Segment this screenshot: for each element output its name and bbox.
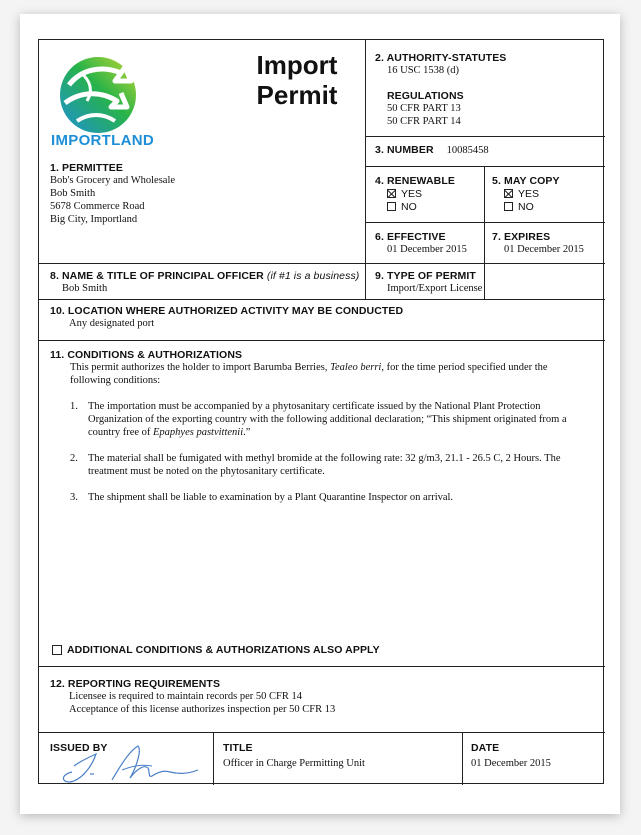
- reporting-section: [50, 678, 590, 716]
- permittee-line: Bob Smith: [50, 188, 96, 199]
- number-label: 3. NUMBER: [375, 144, 434, 156]
- conditions-list: [50, 400, 590, 504]
- number-value: 10085458: [446, 145, 489, 156]
- may-copy-yes-checkbox[interactable]: [504, 189, 513, 198]
- may-copy-no-checkbox[interactable]: [504, 202, 513, 211]
- document-title: [237, 50, 357, 120]
- effective-label: 6. EFFECTIVE: [375, 231, 446, 243]
- may-copy-no-option[interactable]: [492, 200, 597, 213]
- officer-note: (if #1 is a business): [266, 270, 360, 282]
- expires-label: 7. EXPIRES: [492, 231, 551, 243]
- authority-section: [375, 52, 595, 128]
- regulation-value: 50 CFR PART 13: [387, 103, 461, 114]
- renewable-label: 4. RENEWABLE: [375, 175, 455, 187]
- conditions-intro: This permit authorizes the holder to import Barumba Berries, Tealeo berri, for the time period specified under the following conditions:: [70, 362, 548, 386]
- renewable-yes-option[interactable]: [375, 187, 475, 200]
- authority-label: 2. AUTHORITY-STATUTES: [375, 52, 507, 64]
- regulations-label: REGULATIONS: [387, 90, 464, 102]
- may-copy-section: [492, 175, 597, 213]
- divider: [39, 263, 605, 264]
- divider: [39, 666, 605, 667]
- divider: [39, 340, 605, 341]
- permittee-section: [50, 162, 350, 226]
- permittee-line: 5678 Commerce Road: [50, 201, 145, 212]
- permittee-label: 1. PERMITTEE: [50, 162, 123, 174]
- title-value: Officer in Charge Permitting Unit: [223, 758, 365, 769]
- divider: [365, 40, 366, 299]
- effective-value: 01 December 2015: [387, 244, 467, 255]
- may-copy-yes-label: YES: [518, 187, 540, 200]
- reporting-label: 12. REPORTING REQUIREMENTS: [50, 678, 221, 690]
- renewable-no-checkbox[interactable]: [387, 202, 396, 211]
- date-label: DATE: [471, 742, 500, 754]
- divider: [365, 166, 605, 167]
- divider: [39, 732, 605, 733]
- permit-type-value: Import/Export License: [387, 283, 483, 294]
- date-section: [471, 742, 601, 770]
- officer-value: Bob Smith: [62, 283, 108, 294]
- species-name: Tealeo berri: [330, 362, 382, 373]
- logo-text-land: LAND: [111, 132, 155, 149]
- condition-item: 1. The importation must be accompanied by a phytosanitary certificate issued by the National Plant Protection Organization of the exporting country with the following additional declaration; “This shipment originated from a country free of Epaphyes pastvittenii.”: [70, 401, 567, 438]
- location-label: 10. LOCATION WHERE AUTHORIZED ACTIVITY MAY BE CONDUCTED: [50, 305, 404, 317]
- divider: [365, 136, 605, 137]
- permittee-line: Bob's Grocery and Wholesale: [50, 175, 176, 186]
- renewable-yes-label: YES: [401, 187, 423, 200]
- renewable-section: [375, 175, 475, 213]
- expires-section: [492, 231, 602, 256]
- conditions-label: 11. CONDITIONS & AUTHORIZATIONS: [50, 349, 243, 361]
- may-copy-label: 5. MAY COPY: [492, 175, 560, 187]
- permit-form: [38, 39, 604, 784]
- additional-conditions-checkbox[interactable]: [52, 645, 62, 655]
- effective-section: [375, 231, 483, 256]
- condition-item: 2. The material shall be fumigated with methyl bromide at the following rate: 32 g/m3, 21.1 - 26.5 C, 2 Hours. The treatment must be noted on the phytosanitary certificate.: [70, 453, 561, 477]
- issued-by-section: [50, 742, 210, 786]
- officer-section: [50, 270, 360, 295]
- may-copy-no-label: NO: [518, 200, 534, 213]
- location-section: [50, 305, 590, 330]
- statute-value: 16 USC 1538 (d): [387, 65, 460, 76]
- officer-label: 8. NAME & TITLE OF PRINCIPAL OFFICER: [50, 270, 264, 282]
- may-copy-yes-option[interactable]: [492, 187, 597, 200]
- number-section: [375, 144, 595, 157]
- reporting-line: Licensee is required to maintain records per 50 CFR 14: [69, 691, 302, 702]
- renewable-yes-checkbox[interactable]: [387, 189, 396, 198]
- title-section: [223, 742, 453, 770]
- renewable-no-option[interactable]: [375, 200, 475, 213]
- importland-logo: [51, 51, 181, 151]
- condition-item: 3. The shipment shall be liable to examination by a Plant Quarantine Inspector on arrival.: [70, 492, 454, 503]
- title-label: TITLE: [223, 742, 253, 754]
- divider: [365, 222, 605, 223]
- title-line-1: Import: [256, 50, 338, 80]
- reporting-line: Acceptance of this license authorizes inspection per 50 CFR 13: [69, 704, 336, 715]
- title-line-2: Permit: [256, 80, 338, 110]
- permit-type-section: [375, 270, 595, 295]
- location-value: Any designated port: [69, 318, 155, 329]
- divider: [462, 732, 463, 785]
- issued-by-label: ISSUED BY: [50, 742, 108, 754]
- logo-text-import: IMPORT: [51, 132, 112, 149]
- expires-value: 01 December 2015: [504, 244, 584, 255]
- signature-icon: [52, 740, 202, 784]
- regulation-value: 50 CFR PART 14: [387, 116, 461, 127]
- permittee-line: Big City, Importland: [50, 214, 138, 225]
- additional-conditions-option[interactable]: [52, 644, 572, 656]
- permit-type-label: 9. TYPE OF PERMIT: [375, 270, 476, 282]
- date-value: 01 December 2015: [471, 758, 551, 769]
- renewable-no-label: NO: [401, 200, 417, 213]
- divider: [213, 732, 214, 785]
- conditions-section: [50, 349, 590, 517]
- divider: [39, 299, 605, 300]
- additional-conditions-label: ADDITIONAL CONDITIONS & AUTHORIZATIONS ALSO APPLY: [67, 644, 380, 656]
